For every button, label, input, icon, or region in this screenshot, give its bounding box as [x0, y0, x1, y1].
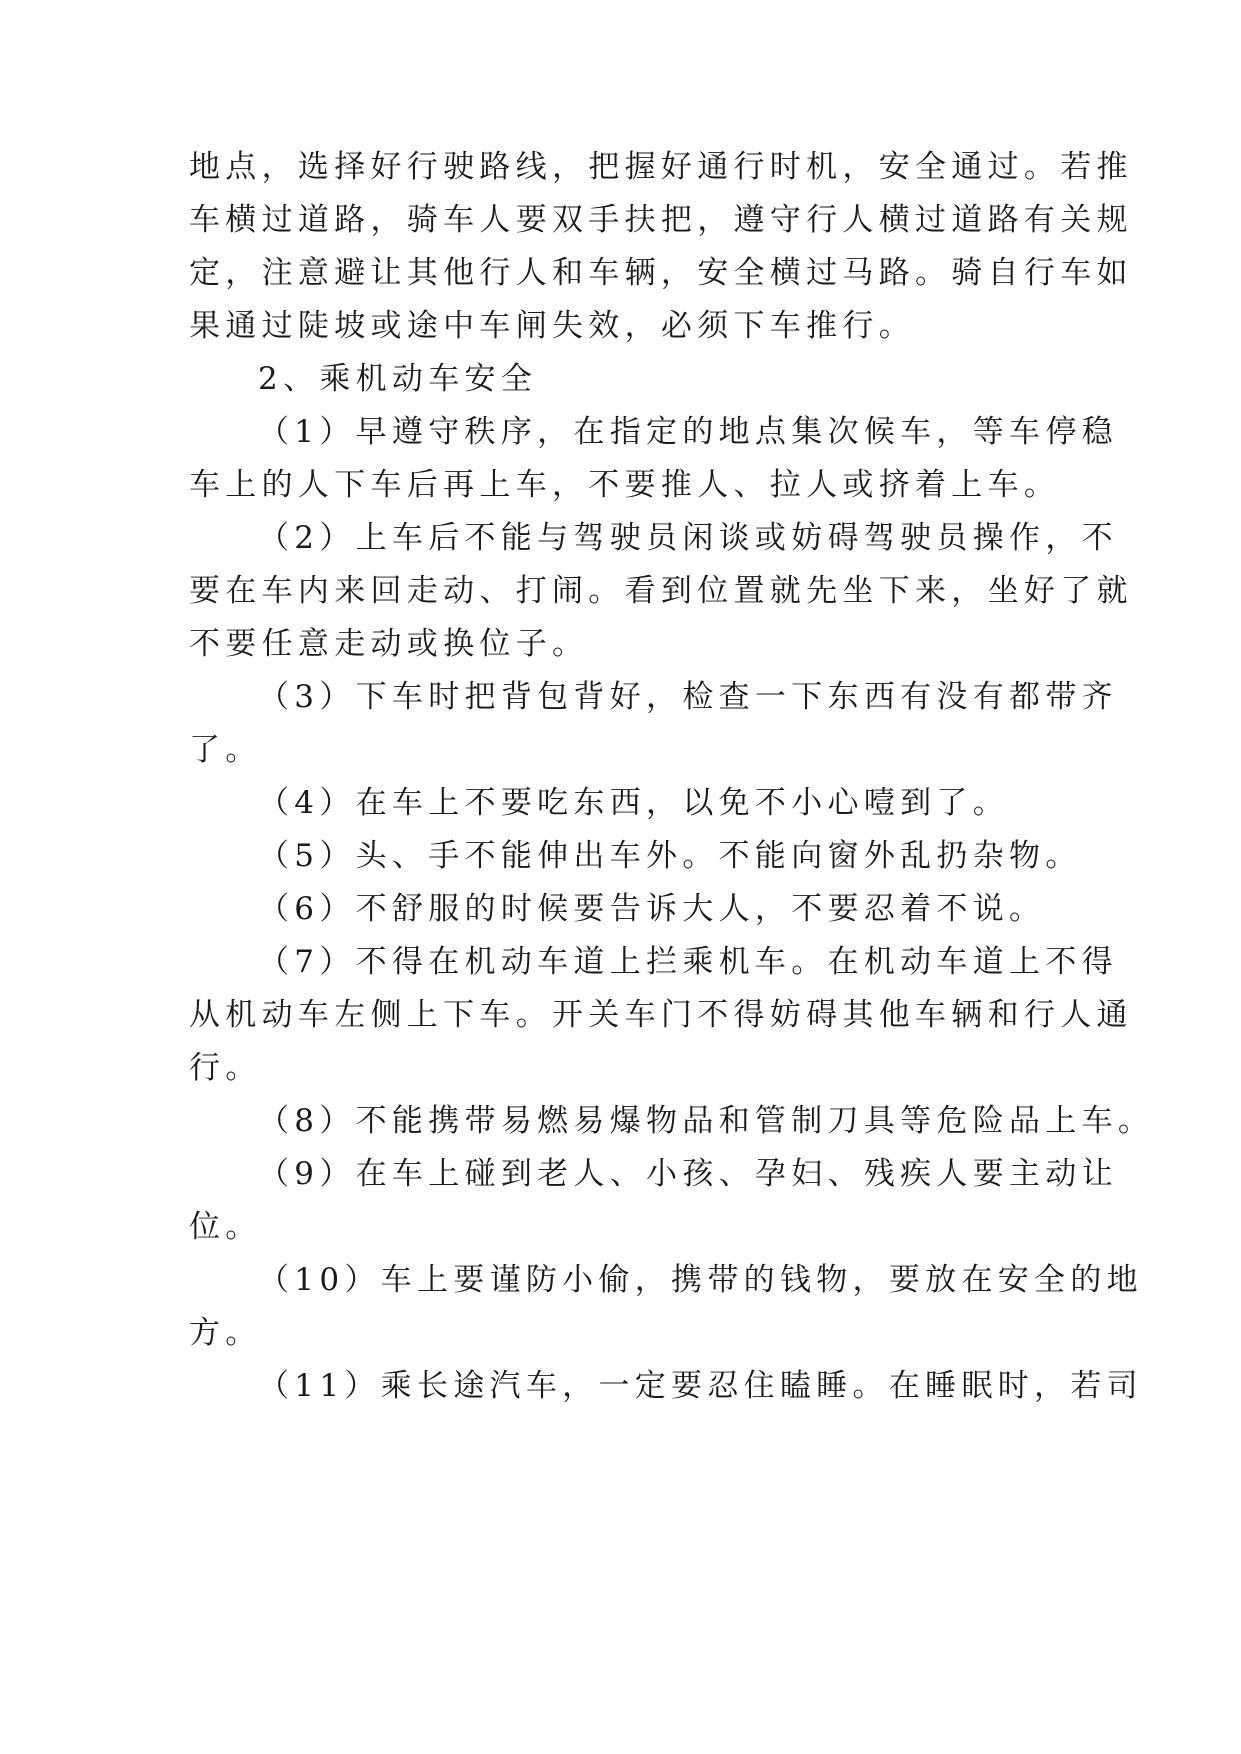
- text-line: （2）上车后不能与驾驶员闲谈或妨碍驾驶员操作，不: [258, 520, 1118, 556]
- text-line: （1）早遵守秩序，在指定的地点集次候车，等车停稳: [258, 414, 1118, 450]
- text-line: 方。: [189, 1315, 262, 1351]
- text-line: 果通过陡坡或途中车闸失效，必须下车推行。: [189, 308, 915, 344]
- text-line: （4）在车上不要吃东西，以免不小心噎到了。: [258, 785, 1010, 821]
- text-line: 从机动车左侧上下车。开关车门不得妨碍其他车辆和行人通: [189, 997, 1133, 1033]
- text-line: （8）不能携带易燃易爆物品和管制刀具等危险品上车。: [258, 1103, 1155, 1139]
- text-line: 位。: [189, 1209, 262, 1245]
- text-line: （7）不得在机动车道上拦乘机车。在机动车道上不得: [258, 944, 1118, 980]
- text-line: 了。: [189, 732, 262, 768]
- text-line: （3）下车时把背包背好，检查一下东西有没有都带齐: [258, 679, 1118, 715]
- text-line: （9）在车上碰到老人、小孩、孕妇、残疾人要主动让: [258, 1156, 1118, 1192]
- text-line: 车上的人下车后再上车，不要推人、拉人或挤着上车。: [189, 467, 1061, 503]
- text-line: （10）车上要谨防小偷，携带的钱物，要放在安全的地: [258, 1262, 1143, 1298]
- text-line: （6）不舒服的时候要告诉大人，不要忍着不说。: [258, 891, 1046, 927]
- text-line: 行。: [189, 1050, 262, 1086]
- section-heading: 2、乘机动车安全: [258, 361, 538, 397]
- text-line: 不要任意走动或换位子。: [189, 626, 589, 662]
- text-line: 定，注意避让其他行人和车辆，安全横过马路。骑自行车如: [189, 255, 1133, 291]
- text-line: （5）头、手不能伸出车外。不能向窗外乱扔杂物。: [258, 838, 1082, 874]
- text-line: 车横过道路，骑车人要双手扶把，遵守行人横过道路有关规: [189, 202, 1133, 238]
- text-line: 要在车内来回走动、打闹。看到位置就先坐下来，坐好了就: [189, 573, 1133, 609]
- text-line: 地点，选择好行驶路线，把握好通行时机，安全通过。若推: [189, 149, 1133, 185]
- text-line: （11）乘长途汽车，一定要忍住瞌睡。在睡眠时，若司: [258, 1368, 1143, 1404]
